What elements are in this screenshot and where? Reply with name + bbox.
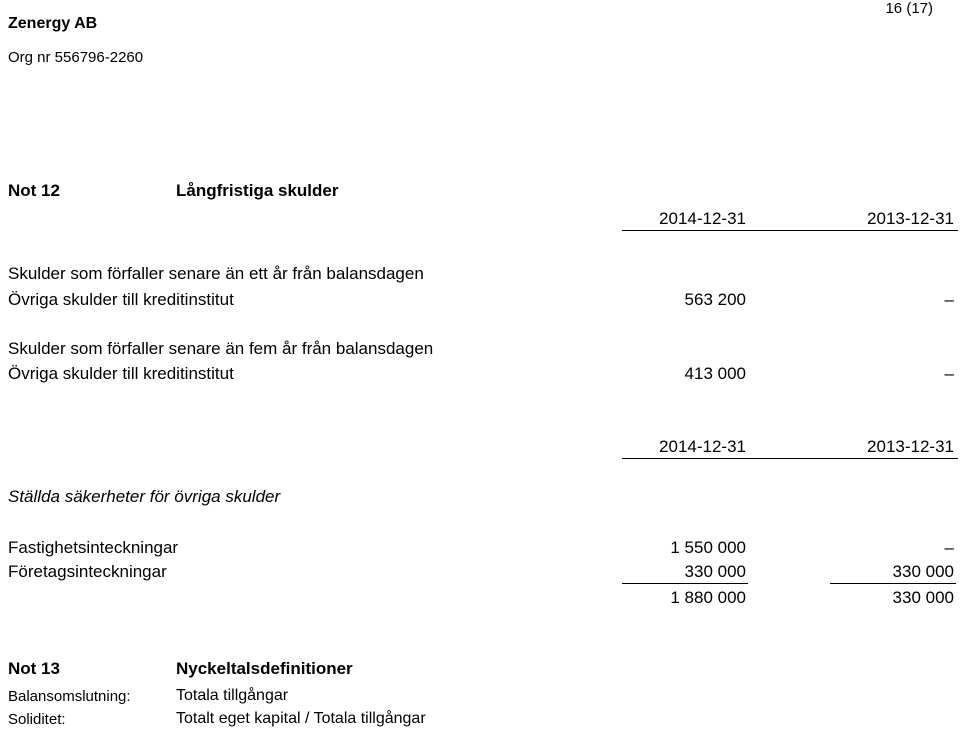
column-header-rule — [622, 458, 958, 459]
pledge-row-label: Företagsinteckningar — [8, 562, 167, 581]
row-value-2014: 413 000 — [684, 364, 746, 383]
column-header-2013: 2013-12-31 — [867, 209, 954, 228]
column-header-2014: 2014-12-31 — [659, 209, 746, 228]
pledge-row-value-2014: 330 000 — [684, 562, 746, 581]
pledge-row-value-2014: 1 550 000 — [670, 538, 746, 557]
section-heading-over-1-year: Skulder som förfaller senare än ett år från balansdagen — [8, 264, 424, 283]
row-value-2014: 563 200 — [684, 290, 746, 309]
definition-text: Totalt eget kapital / Totala tillgångar — [176, 710, 426, 727]
note-13-title: Nyckeltalsdefinitioner — [176, 659, 353, 678]
note-12-number: Not 12 — [8, 181, 60, 200]
page-number: 16 (17) — [885, 0, 933, 17]
sum-rule-2013 — [830, 583, 956, 584]
pledges-heading: Ställda säkerheter för övriga skulder — [8, 487, 281, 506]
sum-rule-2014 — [622, 583, 748, 584]
definition-label: Balansomslutning: — [8, 688, 131, 705]
note-13-number: Not 13 — [8, 659, 60, 678]
note-12-title: Långfristiga skulder — [176, 181, 339, 200]
pledge-row-value-2013: – — [944, 538, 954, 557]
pledge-total-2013: 330 000 — [892, 588, 954, 607]
section-heading-over-5-years: Skulder som förfaller senare än fem år från balansdagen — [8, 339, 434, 358]
pledge-row-value-2013: 330 000 — [892, 562, 954, 581]
column-header-2014: 2014-12-31 — [659, 437, 746, 456]
org-number: Org nr 556796-2260 — [8, 49, 144, 66]
pledge-total-2014: 1 880 000 — [670, 588, 746, 607]
row-value-2013: – — [944, 364, 954, 383]
definition-label: Soliditet: — [8, 711, 66, 728]
column-header-rule — [622, 230, 958, 231]
definition-text: Totala tillgångar — [176, 687, 289, 704]
row-label: Övriga skulder till kreditinstitut — [8, 290, 234, 309]
column-header-2013: 2013-12-31 — [867, 437, 954, 456]
row-value-2013: – — [944, 290, 954, 309]
row-label: Övriga skulder till kreditinstitut — [8, 364, 234, 383]
pledge-row-label: Fastighetsinteckningar — [8, 538, 179, 557]
company-name: Zenergy AB — [8, 15, 98, 32]
